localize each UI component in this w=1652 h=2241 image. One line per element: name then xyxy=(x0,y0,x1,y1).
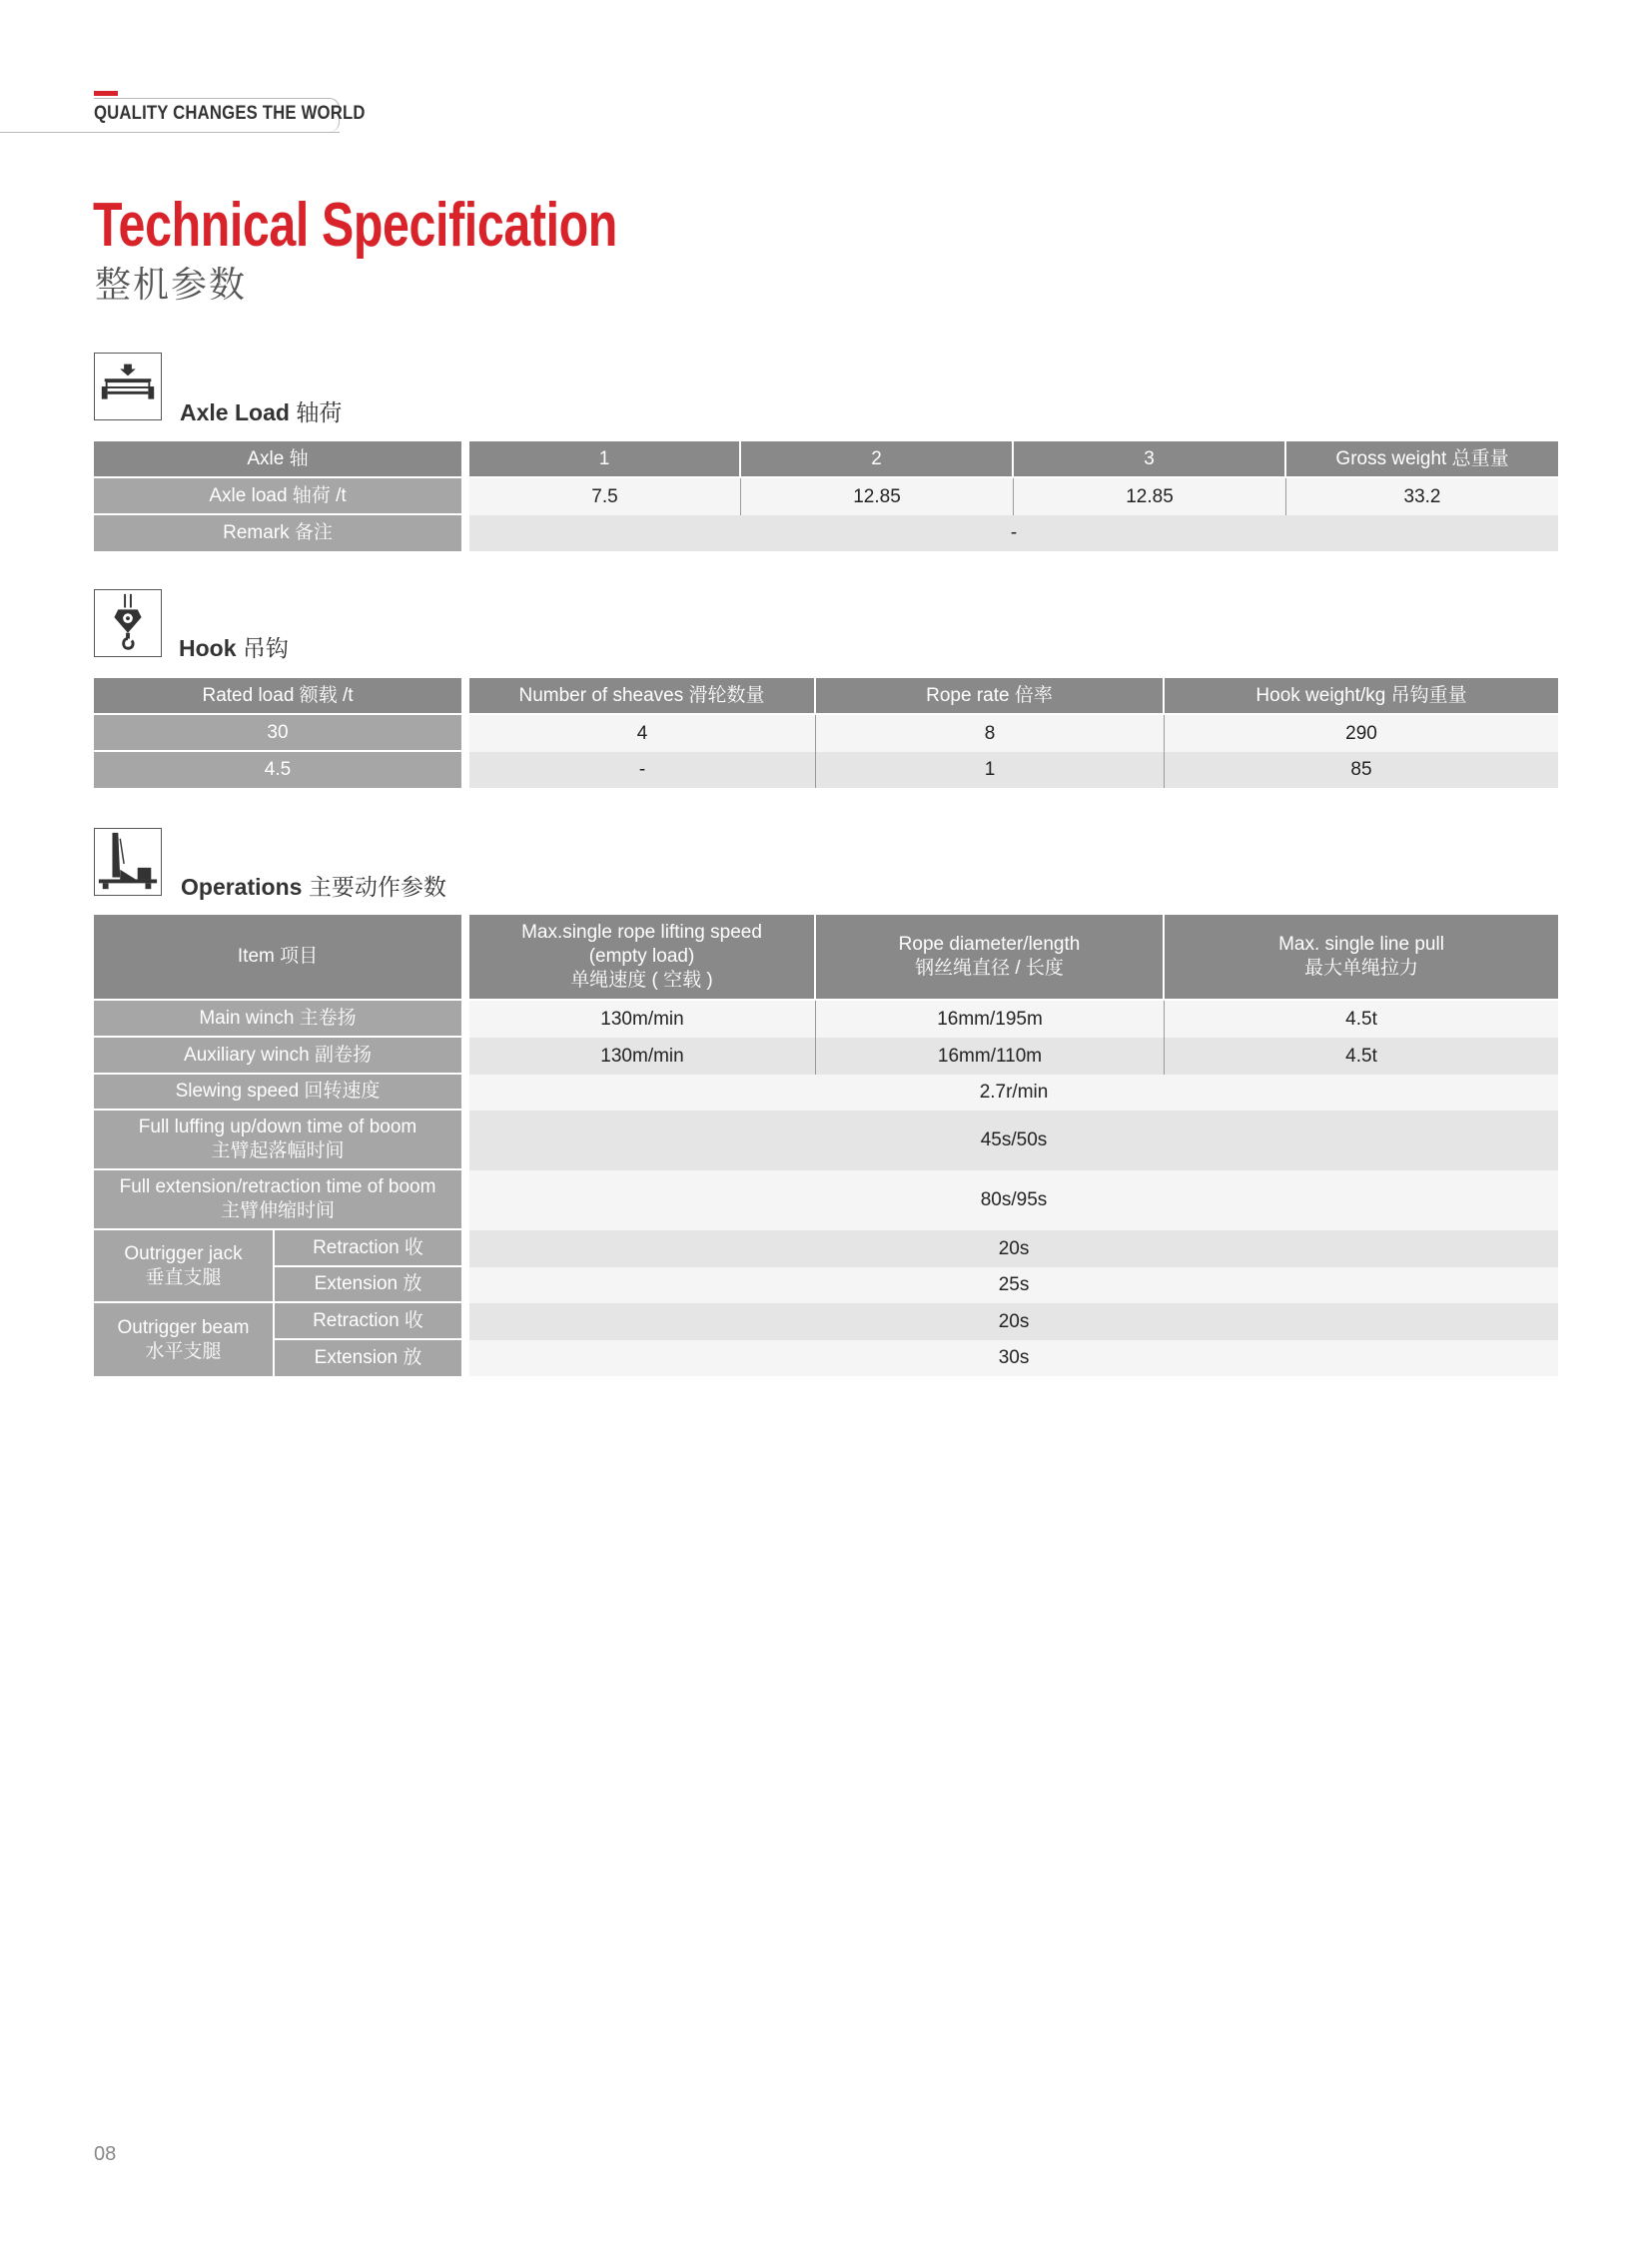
row-label-cn: 垂直支腿 xyxy=(145,1266,222,1288)
table-cell: 20s xyxy=(469,1303,1558,1340)
column-header xyxy=(816,915,1165,1001)
table-row xyxy=(94,1340,1558,1376)
table-cell: 4.5t xyxy=(1165,1001,1558,1038)
table-cell: - xyxy=(469,515,1558,551)
column-header: Number of sheaves 滑轮数量 xyxy=(469,678,816,715)
table-row xyxy=(94,1075,1558,1111)
row-label: Main winch 主卷扬 xyxy=(94,1001,469,1038)
table-header-row xyxy=(94,915,1558,1001)
header-tagline: QUALITY CHANGES THE WORLD xyxy=(94,103,366,124)
operations-heading-en: Operations xyxy=(181,874,303,900)
table-cell: 20s xyxy=(469,1230,1558,1267)
table-header-row xyxy=(94,441,1558,478)
table-row xyxy=(94,1001,1558,1038)
row-label: Retraction 收 xyxy=(275,1303,469,1340)
page-title: Technical Specification xyxy=(93,191,617,260)
column-header xyxy=(469,915,816,1001)
row-label-en: Outrigger beam xyxy=(117,1316,250,1338)
axle-load-heading-cn: 轴荷 xyxy=(296,399,343,425)
header-line: Rope diameter/length xyxy=(898,934,1081,956)
table-cell: 25s xyxy=(469,1267,1558,1303)
table-cell: 2.7r/min xyxy=(469,1075,1558,1111)
header-line: 最大单绳拉力 xyxy=(1304,958,1419,979)
column-header: Axle 轴 xyxy=(94,441,469,478)
axle-load-table xyxy=(94,441,1558,551)
crane-operations-icon xyxy=(94,828,162,896)
table-cell: 45s/50s xyxy=(469,1111,1558,1170)
table-cell: 8 xyxy=(816,715,1165,752)
row-label xyxy=(94,1170,469,1230)
table-cell: 30s xyxy=(469,1340,1558,1376)
row-label: Axle load 轴荷 /t xyxy=(94,478,469,515)
table-row xyxy=(94,515,1558,551)
row-label: Extension 放 xyxy=(275,1267,469,1303)
hook-table xyxy=(94,678,1558,788)
table-cell: 130m/min xyxy=(469,1001,816,1038)
header-line: Max.single rope lifting speed xyxy=(521,922,762,944)
hook-heading xyxy=(179,630,289,663)
column-header: Rope rate 倍率 xyxy=(816,678,1165,715)
table-cell: 4.5t xyxy=(1165,1038,1558,1075)
table-header-row xyxy=(94,678,1558,715)
row-label-cn: 主臂起落幅时间 xyxy=(211,1140,345,1161)
row-label: Retraction 收 xyxy=(275,1230,469,1267)
row-label-en: Outrigger jack xyxy=(124,1242,243,1264)
column-header: Hook weight/kg 吊钩重量 xyxy=(1165,678,1558,715)
axle-load-heading-en: Axle Load xyxy=(180,399,290,425)
hook-heading-en: Hook xyxy=(179,635,237,661)
row-group-label xyxy=(94,1303,275,1376)
column-header: Rated load 额载 /t xyxy=(94,678,469,715)
table-row xyxy=(94,1303,1558,1340)
page-number: 08 xyxy=(94,2143,117,2165)
row-label: Remark 备注 xyxy=(94,515,469,551)
header-line: Max. single line pull xyxy=(1278,934,1444,956)
table-row xyxy=(94,1230,1558,1267)
row-label: 30 xyxy=(94,715,469,752)
header-rule xyxy=(0,132,340,133)
row-label-en: Full extension/retraction time of boom xyxy=(119,1176,436,1198)
table-cell: 7.5 xyxy=(469,478,741,515)
table-cell: 290 xyxy=(1165,715,1558,752)
table-row xyxy=(94,478,1558,515)
column-header: 1 xyxy=(469,441,741,478)
operations-table xyxy=(94,915,1558,1376)
table-cell: 12.85 xyxy=(1014,478,1286,515)
axle-load-heading xyxy=(180,394,342,427)
column-header: 3 xyxy=(1014,441,1286,478)
row-label: Auxiliary winch 副卷扬 xyxy=(94,1038,469,1075)
table-cell: - xyxy=(469,752,816,788)
row-label: Slewing speed 回转速度 xyxy=(94,1075,469,1111)
page-title-cn: 整机参数 xyxy=(95,264,248,305)
row-label-cn: 水平支腿 xyxy=(145,1340,222,1362)
table-row xyxy=(94,1038,1558,1075)
hook-heading-cn: 吊钩 xyxy=(242,635,289,661)
column-header: Item 项目 xyxy=(94,915,469,1001)
row-label: 4.5 xyxy=(94,752,469,788)
header-accent-bar xyxy=(94,91,118,96)
table-row xyxy=(94,1111,1558,1170)
axle-load-icon xyxy=(94,353,162,420)
row-label xyxy=(94,1111,469,1170)
table-row xyxy=(94,752,1558,788)
table-cell: 12.85 xyxy=(741,478,1014,515)
table-cell: 80s/95s xyxy=(469,1170,1558,1230)
table-cell: 16mm/110m xyxy=(816,1038,1165,1075)
column-header: Gross weight 总重量 xyxy=(1286,441,1558,478)
header-line: (empty load) xyxy=(588,946,695,968)
row-label-cn: 主臂伸缩时间 xyxy=(221,1200,336,1221)
row-label-en: Full luffing up/down time of boom xyxy=(138,1117,417,1138)
table-cell: 85 xyxy=(1165,752,1558,788)
table-row xyxy=(94,1170,1558,1230)
table-row xyxy=(94,715,1558,752)
row-label: Extension 放 xyxy=(275,1340,469,1376)
table-row xyxy=(94,1267,1558,1303)
column-header: 2 xyxy=(741,441,1014,478)
header-line: 单绳速度 ( 空载 ) xyxy=(570,969,713,991)
table-cell: 33.2 xyxy=(1286,478,1558,515)
header-line: 钢丝绳直径 / 长度 xyxy=(915,958,1064,979)
table-cell: 1 xyxy=(816,752,1165,788)
table-cell: 16mm/195m xyxy=(816,1001,1165,1038)
operations-heading-cn: 主要动作参数 xyxy=(308,874,446,900)
table-cell: 4 xyxy=(469,715,816,752)
operations-heading xyxy=(181,869,446,902)
row-group-label xyxy=(94,1230,275,1303)
hook-icon xyxy=(94,589,162,657)
table-cell: 130m/min xyxy=(469,1038,816,1075)
column-header xyxy=(1165,915,1558,1001)
